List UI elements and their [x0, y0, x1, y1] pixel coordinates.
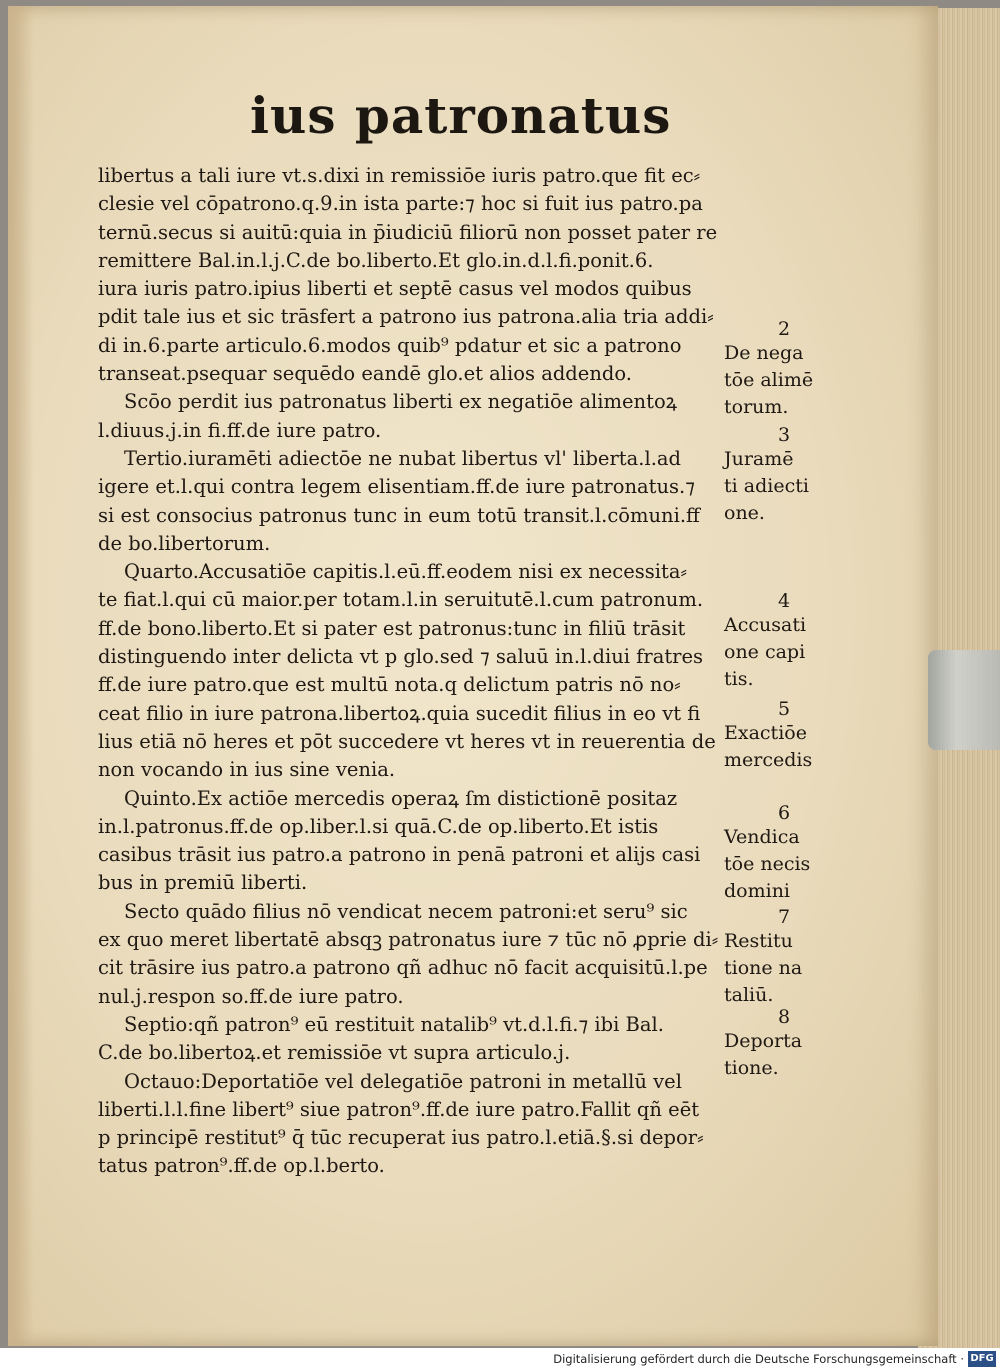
body-text-line: cit trāsire ius patro.a patrono qñ adhuc nō facit acquisitū.l.pe: [98, 956, 708, 980]
body-text-line: Secto quādo filius nō vendicat necem patroni:et seru⁹ sic: [124, 899, 688, 923]
body-text-line: te fiat.l.qui cū maior.per totam.l.in seruitutē.l.cum patronum.: [98, 588, 704, 612]
margin-note-text: tis.: [724, 668, 754, 690]
body-text-line: ceat filio in iure patrona.libertoꝝ.quia sucedit filius in eo vt fi: [98, 701, 701, 725]
margin-note-text: tōe alimē: [724, 369, 814, 391]
body-text-line: ff.de bono.liberto.Et si pater est patronus:tunc in filiū trāsit: [98, 616, 686, 640]
margin-note-text: tione.: [724, 1057, 779, 1079]
margin-note-number: 4: [777, 590, 791, 612]
margin-note-number: 6: [777, 802, 791, 824]
body-text-line: igere et.l.qui contra legem elisentiam.ff.de iure patronatus.⁊: [98, 475, 695, 499]
margin-note-text: Juramē: [724, 448, 794, 470]
body-text-line: distinguendo inter delicta vt p glo.sed ⁊ saluū in.l.diui fratres: [98, 645, 704, 669]
body-text-line: casibus trāsit ius patro.a patrono in penā patroni et alijs casi: [98, 843, 701, 867]
body-text-line: pdit tale ius et sic trāsfert a patrono ius patrona.alia tria addi⸗: [98, 305, 714, 329]
margin-note: [724, 424, 844, 527]
margin-note-text: torum.: [724, 396, 789, 418]
margin-note-text: mercedis: [724, 749, 813, 771]
margin-note: [724, 802, 844, 905]
margin-note-text: Deporta: [724, 1030, 803, 1052]
body-text-line: tatus patron⁹.ff.de op.l.berto.: [98, 1154, 385, 1178]
body-text-line: di in.6.parte articulo.6.modos quib⁹ pdatur et sic a patrono: [98, 333, 682, 357]
margin-note-number: 3: [777, 424, 791, 446]
margin-note-text: tōe necis: [724, 853, 811, 875]
margin-note-number: 5: [777, 698, 791, 720]
body-text-line: l.diuus.j.in fi.ff.de iure patro.: [98, 418, 382, 442]
margin-note-text: Restitu: [724, 930, 793, 952]
margin-note-text: one capi: [724, 641, 806, 663]
body-text-line: non vocando in ius sine venia.: [98, 758, 396, 782]
margin-note-number: 8: [777, 1006, 791, 1028]
body-text-line: iura iuris patro.ipius liberti et septē casus vel modos quibus: [98, 277, 692, 301]
body-text-line: ex quo meret libertatē absqꝫ patronatus iure ⁊ tūc nō ꝓprie di⸗: [98, 928, 719, 952]
body-text-column: [98, 162, 723, 1181]
digitization-footer: [0, 1348, 1000, 1372]
margin-note-text: tione na: [724, 957, 803, 979]
body-text-line: Octauo:Deportatiōe vel delegatiōe patroni in metallū vel: [124, 1069, 682, 1093]
body-text-line: C.de bo.libertoꝝ.et remissiōe vt supra articulo.j.: [98, 1041, 571, 1065]
body-text-line: ff.de iure patro.que est multū nota.q delictum patris nō no⸗: [98, 673, 681, 697]
margin-note-text: one.: [724, 502, 765, 524]
margin-note: [724, 590, 844, 693]
body-text-line: Quinto.Ex actiōe mercedis operaꝝ ſm distictionē positaz: [124, 786, 678, 810]
footer-credit-text: Digitalisierung gefördert durch die Deutsche Forschungsgemeinschaft ·: [553, 1352, 964, 1366]
margin-note-text: taliū.: [724, 984, 774, 1006]
margin-note: [724, 318, 844, 421]
body-text-line: si est consocius patronus tunc in eum totū transit.l.cōmuni.ff: [98, 503, 700, 527]
margin-note-text: domini: [724, 880, 791, 902]
margin-note-text: De nega: [724, 342, 804, 364]
body-text-line: remittere Bal.in.l.j.C.de bo.liberto.Et glo.in.d.l.fi.ponit.6.: [98, 248, 654, 272]
margin-note-text: Vendica: [724, 826, 800, 848]
body-text-line: p principē restitut⁹ q̄ tūc recuperat ius patro.l.etiā.§.si depor⸗: [98, 1126, 704, 1150]
margin-note-number: 7: [777, 906, 791, 928]
margin-note: [724, 698, 844, 774]
body-text-line: nul.j.respon so.ff.de iure patro.: [98, 984, 404, 1008]
margin-note: [724, 906, 844, 1009]
body-text-line: Scōo perdit ius patronatus liberti ex negatiōe alimentoꝝ: [124, 390, 677, 414]
page-running-title: ius patronatus: [250, 86, 672, 145]
body-text-line: in.l.patronus.ff.de op.liber.l.si quā.C.de op.liberto.Et istis: [98, 814, 659, 838]
dfg-logo-icon: DFG: [968, 1351, 996, 1367]
margin-note: [724, 1006, 844, 1082]
margin-note-text: Accusati: [724, 614, 807, 636]
body-text-line: bus in premiū liberti.: [98, 871, 308, 895]
page-gutter-shadow: [8, 6, 34, 1346]
body-text-line: de bo.libertorum.: [98, 531, 271, 555]
body-text-line: liberti.l.l.fine libert⁹ siue patron⁹.ff.de iure patro.Fallit qñ eēt: [98, 1097, 700, 1121]
book-clip: [928, 650, 1000, 750]
body-text-line: Tertio.iuramēti adiectōe ne nubat libertus vl' liberta.l.ad: [124, 446, 681, 470]
margin-note-number: 2: [777, 318, 791, 340]
body-text-line: Quarto.Accusatiōe capitis.l.eū.ff.eodem nisi ex necessita⸗: [124, 560, 687, 584]
margin-note-text: ti adiecti: [724, 475, 809, 497]
margin-note-text: Exactiōe: [724, 722, 807, 744]
body-text-line: transeat.psequar sequēdo eandē glo.et alios addendo.: [98, 362, 632, 386]
body-text-line: clesie vel cōpatrono.q.9.in ista parte:⁊ hoc si fuit ius patro.pa: [98, 192, 703, 216]
body-text-line: lius etiā nō heres et pōt succedere vt heres vt in reuerentia de: [98, 729, 716, 753]
body-text-line: ternū.secus si auitū:quia in p̄iudiciū filiorū non posset pater re: [98, 220, 718, 244]
body-text-line: libertus a tali iure vt.s.dixi in remissiōe iuris patro.que fit ec⸗: [98, 164, 701, 187]
body-text-line: Septio:qñ patron⁹ eū restituit natalib⁹ vt.d.l.fi.⁊ ibi Bal.: [124, 1012, 664, 1036]
